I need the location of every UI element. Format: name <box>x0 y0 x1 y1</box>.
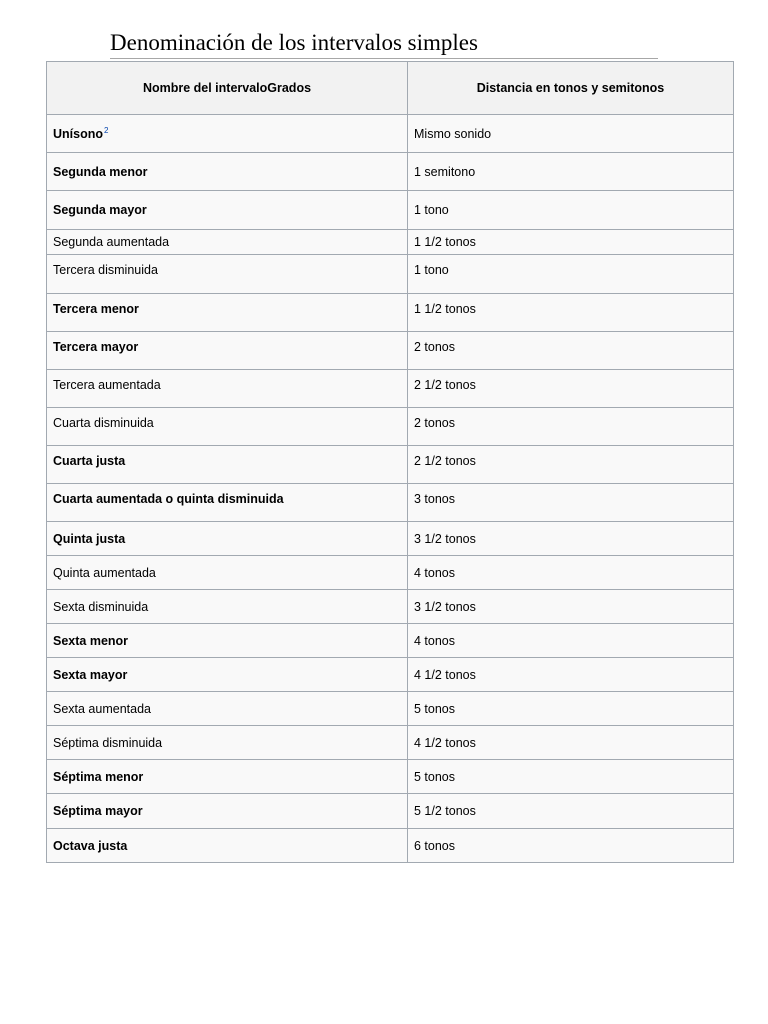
interval-distance: 2 1/2 tonos <box>408 370 734 408</box>
interval-distance: 1 tono <box>408 255 734 294</box>
table-row <box>47 726 734 760</box>
interval-distance: 3 1/2 tonos <box>408 522 734 556</box>
column-header-name: Nombre del intervaloGrados <box>47 62 408 115</box>
interval-name: Quinta justa <box>47 522 408 556</box>
column-header-distance: Distancia en tonos y semitonos <box>408 62 734 115</box>
interval-distance: 2 tonos <box>408 332 734 370</box>
interval-distance: 1 tono <box>408 191 734 230</box>
table-row <box>47 658 734 692</box>
table-row <box>47 153 734 191</box>
interval-name: Octava justa <box>47 829 408 863</box>
interval-name-cell <box>47 115 408 153</box>
interval-distance: 1 1/2 tonos <box>408 230 734 255</box>
interval-name: Tercera disminuida <box>47 255 408 294</box>
table-row <box>47 556 734 590</box>
table-header-row <box>47 62 734 115</box>
interval-distance: 2 1/2 tonos <box>408 446 734 484</box>
table-row <box>47 446 734 484</box>
table-row <box>47 115 734 153</box>
table-row <box>47 294 734 332</box>
interval-distance: 4 tonos <box>408 624 734 658</box>
interval-name: Cuarta aumentada o quinta disminuida <box>47 484 408 522</box>
table-row <box>47 408 734 446</box>
footnote-link[interactable]: 2 <box>104 125 109 135</box>
interval-distance: 6 tonos <box>408 829 734 863</box>
page-title: Denominación de los intervalos simples <box>110 30 658 59</box>
table-row <box>47 255 734 294</box>
interval-distance: 3 tonos <box>408 484 734 522</box>
interval-name: Sexta menor <box>47 624 408 658</box>
interval-name: Cuarta justa <box>47 446 408 484</box>
table-row <box>47 522 734 556</box>
interval-distance: 4 tonos <box>408 556 734 590</box>
interval-name: Séptima mayor <box>47 794 408 829</box>
interval-distance: 5 tonos <box>408 760 734 794</box>
interval-name: Quinta aumentada <box>47 556 408 590</box>
interval-distance: 5 tonos <box>408 692 734 726</box>
table-row <box>47 692 734 726</box>
interval-name: Cuarta disminuida <box>47 408 408 446</box>
interval-name: Segunda menor <box>47 153 408 191</box>
table-row <box>47 760 734 794</box>
interval-distance: 4 1/2 tonos <box>408 658 734 692</box>
interval-name: Sexta mayor <box>47 658 408 692</box>
interval-distance: 1 semitono <box>408 153 734 191</box>
interval-distance: 5 1/2 tonos <box>408 794 734 829</box>
interval-name: Tercera mayor <box>47 332 408 370</box>
table-row <box>47 624 734 658</box>
interval-distance: 3 1/2 tonos <box>408 590 734 624</box>
table-row <box>47 484 734 522</box>
table-row <box>47 829 734 863</box>
table-row <box>47 191 734 230</box>
interval-distance: 4 1/2 tonos <box>408 726 734 760</box>
interval-name: Segunda aumentada <box>47 230 408 255</box>
interval-distance: 1 1/2 tonos <box>408 294 734 332</box>
table-row <box>47 332 734 370</box>
table-row <box>47 590 734 624</box>
interval-name: Tercera menor <box>47 294 408 332</box>
interval-distance: 2 tonos <box>408 408 734 446</box>
interval-name: Séptima menor <box>47 760 408 794</box>
table-row <box>47 230 734 255</box>
intervals-table <box>46 61 734 863</box>
interval-name: Sexta disminuida <box>47 590 408 624</box>
interval-name: Sexta aumentada <box>47 692 408 726</box>
table-row <box>47 794 734 829</box>
interval-name: Tercera aumentada <box>47 370 408 408</box>
interval-distance: Mismo sonido <box>408 115 734 153</box>
interval-name: Séptima disminuida <box>47 726 408 760</box>
table-row <box>47 370 734 408</box>
interval-name: Segunda mayor <box>47 191 408 230</box>
interval-name: Unísono <box>53 127 103 142</box>
